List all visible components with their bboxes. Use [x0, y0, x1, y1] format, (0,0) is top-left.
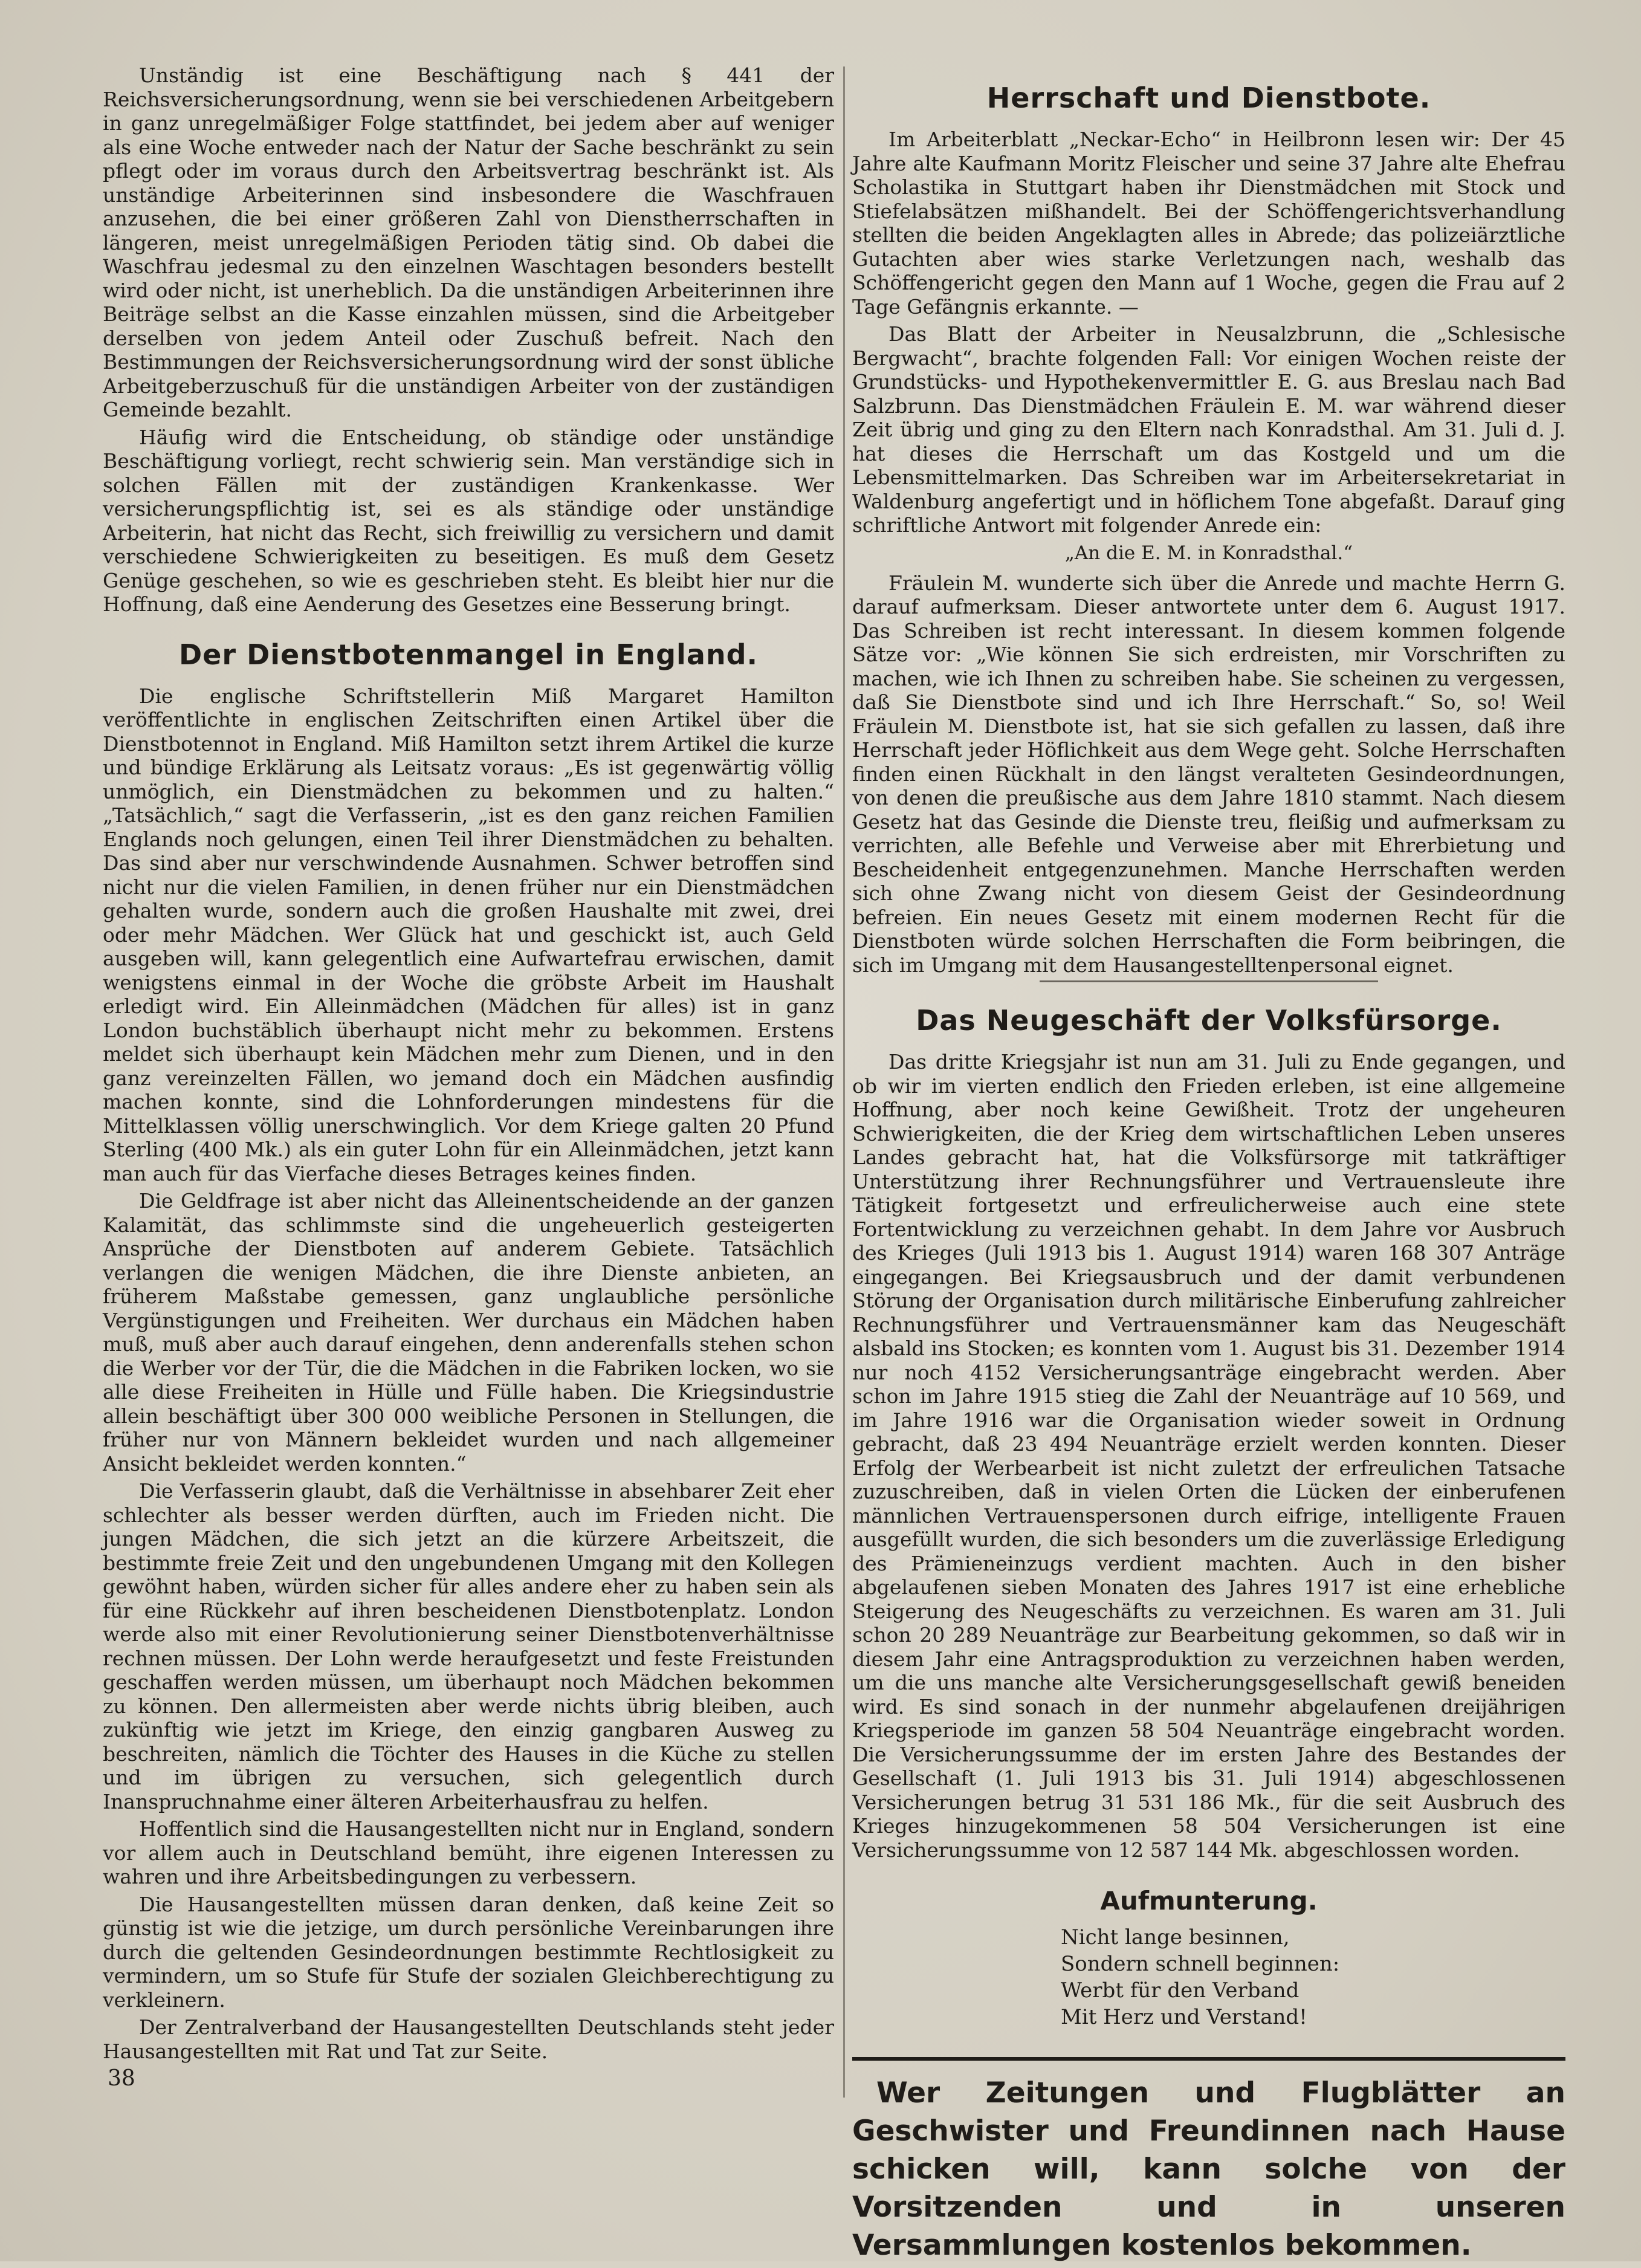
poem-line: Sondern schnell beginnen: [1061, 1952, 1340, 1976]
quoted-address: „An die E. M. in Konradsthal.“ [1064, 542, 1353, 564]
right-column [852, 82, 1565, 2268]
article-paragraph: Das Blatt der Arbeiter in Neusalzbrunn, die „Schlesische Bergwacht“, brachte folgenden Fall: Vor einigen Wochen reiste der Grundstücks- und Hypothekenvermittler E. G. aus Breslau nach Bad Salzbrunn. Das Dienstmädchen Fräulein E. M. war während dieser Zeit übrig und ging zu den Eltern nach Konradsthal. Am 31. Juli d. J. hat dieses die Herrschaft um das Kostgeld und um die Lebensmittelmarken. Das Schreiben war im Arbeitersekretariat in Waldenburg angefertigt und in höflichem Tone abgefaßt. Darauf ging schriftliche Antwort mit folgender Anrede ein: [852, 322, 1565, 537]
article-paragraph: Hoffentlich sind die Hausangestellten nicht nur in England, sondern vor allem auch in Deutschland bemüht, ihre eigenen Interessen zu wahren und ihre Arbeitsbedingungen zu verbessern. [103, 1817, 834, 1888]
poem-title: Aufmunterung. [1100, 1886, 1318, 1916]
article-paragraph: Die Verfasserin glaubt, daß die Verhältnisse in absehbarer Zeit eher schlechter als besser werden dürften, auch im Frieden nicht. Die jungen Mädchen, die sich jetzt an die kürzere Arbeitszeit, die bestimmte freie Zeit und den ungebundenen Umgang mit den Kollegen gewöhnt haben, würden sicher für alles andere eher zu haben sein als für eine Rückkehr auf ihren bescheidenen Dienstbotenplatz. London werde also mit einer Revolutionierung seiner Dienstbotenverhältnisse rechnen müssen. Der Lohn werde heraufgesetzt und feste Freistunden geschaffen werden müssen, um überhaupt noch Mädchen bekommen zu können. Den allermeisten aber werde nichts übrig bleiben, auch zukünftig wie jetzt im Kriege, den einzig gangbaren Ausweg zu beschreiten, nämlich die Töchter des Hauses in die Küche zu stellen und im übrigen zu versuchen, sich gelegentlich durch Inanspruchnahme einer älteren Arbeiterhausfrau zu helfen. [103, 1479, 834, 1813]
article-paragraph: Fräulein M. wunderte sich über die Anrede und machte Herrn G. darauf aufmerksam. Dieser antwortete unter dem 6. August 1917. Das Schreiben ist recht interessant. In diesem kommen folgende Sätze vor: „Wie können Sie sich erdreisten, mir Vorschriften zu machen, wie ich Ihnen zu schreiben habe. Sie scheinen zu vergessen, daß Sie Dienstbote sind und ich Ihre Herrschaft.“ So, so! Weil Fräulein M. Dienstbote ist, hat sie sich gefallen zu lassen, daß ihre Herrschaft jeder Höflichkeit aus dem Wege geht. Solche Herrschaften finden einen Rückhalt in den längst veralteten Gesindeordnungen, von denen die preußische aus dem Jahre 1810 stammt. Nach diesem Gesetz hat das Gesinde die Dienste treu, fleißig und aufmerksam zu verrichten, alle Befehle und Verweise aber mit Ehrerbietung und Bescheidenheit entgegenzunehmen. Manche Herrschaften werden sich ohne Zwang nicht von diesem Geist der Gesindeordnung befreien. Ein neues Gesetz mit einem modernen Recht für die Dienstboten würde solchen Herrschaften die Form beibringen, die sich im Umgang mit dem Hausangestelltenpersonal eignet. [852, 571, 1565, 977]
article-paragraph: Unständig ist eine Beschäftigung nach § 441 der Reichsversicherungsordnung, wenn sie bei verschiedenen Arbeitgebern in ganz unregelmäßiger Folge stattfindet, bei jedem aber auf weniger als eine Woche entweder nach der Natur der Sache beschränkt zu sein pflegt oder im voraus durch den Arbeitsvertrag beschränkt ist. Als unständige Arbeiterinnen sind insbesondere die Waschfrauen anzusehen, die bei einer größeren Zahl von Dienstherrschaften in längeren, meist unregelmäßigen Perioden tätig sind. Ob dabei die Waschfrau jedesmal zu den einzelnen Waschtagen besonders bestellt wird oder nicht, ist unerheblich. Da die unständigen Arbeiterinnen ihre Beiträge selbst an die Kasse einzahlen müssen, sind die Arbeitgeber derselben von jedem Anteil oder Zuschuß befreit. Nach den Bestimmungen der Reichsversicherungsordnung wird der sonst übliche Arbeitgeberzuschuß für die unständigen Arbeiter von der zuständigen Gemeinde bezahlt. [103, 63, 834, 421]
article-paragraph: Der Zentralverband der Hausangestellten Deutschlands steht jeder Hausangestellten mit Rat und Tat zur Seite. [103, 2015, 834, 2063]
article-paragraph: Das dritte Kriegsjahr ist nun am 31. Juli zu Ende gegangen, und ob wir im vierten endlich den Frieden erleben, ist eine allgemeine Hoffnung, aber noch keine Gewißheit. Trotz der ungeheuren Schwierigkeiten, die der Krieg dem wirtschaftlichen Leben unseres Landes gebracht hat, hat die Volksfürsorge mit tatkräftiger Unterstützung ihrer Rechnungsführer und Vertrauensleute ihre Tätigkeit fortgesetzt und erfreulicherweise auch eine stete Fortentwicklung zu verzeichnen gehabt. In dem Jahre vor Ausbruch des Krieges (Juli 1913 bis 1. August 1914) waren 168 307 Anträge eingegangen. Bei Kriegsausbruch und der damit verbundenen Störung der Organisation durch militärische Einberufung zahlreicher Rechnungsführer und Vertrauensmänner kam das Neugeschäft alsbald ins Stocken; es konnten vom 1. August bis 31. Dezember 1914 nur noch 4152 Versicherungsanträge eingebracht werden. Aber schon im Jahre 1915 stieg die Zahl der Neuanträge auf 10 569, und im Jahre 1916 war die Organisation wieder soweit in Ordnung gebracht, daß 23 494 Neuanträge erzielt werden konnten. Dieser Erfolg der Werbearbeit ist nicht zuletzt der erfreulichen Tatsache zuzuschreiben, daß in vielen Orten die Lücken der einberufenen männlichen Vertrauenspersonen durch eifrige, intelligente Frauen ausgefüllt wurden, die sich besonders um die zuverlässige Erledigung des Prämieneinzugs verdient machten. Auch in den bisher abgelaufenen sieben Monaten des Jahres 1917 ist eine erhebliche Steigerung des Neugeschäfts zu verzeichnen. Es waren am 31. Juli schon 20 289 Neuanträge zur Bearbeitung gekommen, so daß wir in diesem Jahr eine Antragsproduktion zu verzeichnen haben werden, um die uns manche alte Versicherungsgesellschaft gewiß beneiden wird. Es sind sonach in der nunmehr abgelaufenen dreijährigen Kriegsperiode im ganzen 58 504 Neuanträge eingebracht worden. Die Versicherungssumme der im ersten Jahre des Bestandes der Gesellschaft (1. Juli 1913 bis 31. Juli 1914) abgeschlossenen Versicherungen betrug 31 531 186 Mk., für die seit Ausbruch des Krieges hinzugekommenen 58 504 Versicherungen ist eine Versicherungssumme von 12 587 144 Mk. abgeschlossen worden. [852, 1050, 1565, 1862]
page-number: 38 [108, 2066, 135, 2091]
article-heading: Herrschaft und Dienstbote. [986, 82, 1431, 114]
notice-text: Wer Zeitungen und Flugblätter an Geschwister und Freundinnen nach Hause schicken will, kann solche von der Vorsitzenden und in unseren Versammlungen kostenlos bekommen. [852, 2076, 1565, 2262]
article-heading: Der Dienstbotenmangel in England. [178, 638, 759, 671]
left-column [103, 63, 834, 2067]
article-paragraph: Häufig wird die Entscheidung, ob ständige oder unständige Beschäftigung vorliegt, recht schwierig sein. Man verständige sich in solchen Fällen mit der zuständigen Krankenkasse. Wer versicherungspflichtig ist, sei es als ständige oder unständige Arbeiterin, hat nicht das Recht, sich freiwillig zu versichern und damit verschiedene Schwierigkeiten zu beseitigen. Es muß dem Gesetz Genüge geschehen, so wie es geschrieben steht. Es bleibt hier nur die Hoffnung, daß eine Aenderung des Gesetzes eine Besserung bringt. [103, 425, 834, 616]
poem [1061, 1924, 1565, 2030]
poem-line: Nicht lange besinnen, [1061, 1925, 1290, 1949]
article-paragraph: Die Geldfrage ist aber nicht das Alleinentscheidende an der ganzen Kalamität, das schlimmste sind die ungeheuerlich gesteigerten Ansprüche der Dienstboten auf anderem Gebiete. Tatsächlich verlangen die wenigen Mädchen, die ihre Dienste anbieten, an früherem Maßstabe gemessen, ganz unglaubliche persönliche Vergünstigungen und Freiheiten. Wer durchaus ein Mädchen haben muß, muß aber auch darauf eingehen, denn anderenfalls stehen schon die Werber vor der Tür, die die Mädchen in die Fabriken locken, wo sie alle diese Freiheiten in Hülle und Fülle haben. Die Kriegsindustrie allein beschäftigt über 300 000 weibliche Personen in Stellungen, die früher nur von Männern bekleidet wurden und nach allgemeiner Ansicht bekleidet werden konnten.“ [103, 1189, 834, 1476]
article-paragraph: Im Arbeiterblatt „Neckar-Echo“ in Heilbronn lesen wir: Der 45 Jahre alte Kaufmann Moritz Fleischer und seine 37 Jahre alte Ehefrau Scholastika in Stuttgart haben ihr Dienstmädchen mit Stock und Stiefelabsätzen mißhandelt. Bei der Schöffengerichtsverhandlung stellten die beiden Angeklagten alles in Abrede; das polizeiärztliche Gutachten aber wies starke Verletzungen nach, weshalb das Schöffengericht gegen den Mann auf 1 Woche, gegen die Frau auf 2 Tage Gefängnis erkannte. — [852, 128, 1565, 319]
column-divider [843, 66, 845, 2098]
poem-line: Werbt für den Verband [1061, 1978, 1300, 2003]
article-heading: Das Neugeschäft der Volksfürsorge. [916, 1004, 1502, 1037]
poem-line: Mit Herz und Verstand! [1061, 2005, 1307, 2029]
notice-box [852, 2057, 1565, 2264]
section-divider [1040, 980, 1378, 982]
article-paragraph: Die Hausangestellten müssen daran denken, daß keine Zeit so günstig ist wie die jetzige, um durch persönliche Vereinbarungen ihre durch die geltenden Gesindeordnungen bestimmte Rechtlosigkeit zu vermindern, um so Stufe für Stufe der sozialen Gleichberechtigung zu verkleinern. [103, 1892, 834, 2012]
article-paragraph: Die englische Schriftstellerin Miß Margaret Hamilton veröffentlichte in englischen Zeitschriften einen Artikel über die Dienstbotennot in England. Miß Hamilton setzt ihrem Artikel die kurze und bündige Erklärung als Leitsatz voraus: „Es ist gegenwärtig völlig unmöglich, ein Dienstmädchen zu bekommen und zu halten.“ „Tatsächlich,“ sagt die Verfasserin, „ist es den ganz reichen Familien Englands noch gelungen, einen Teil ihrer Dienstmädchen zu behalten. Das sind aber nur verschwindende Ausnahmen. Schwer betroffen sind nicht nur die vielen Familien, in denen früher nur ein Dienstmädchen gehalten wurde, sondern auch die großen Haushalte mit zwei, drei oder mehr Mädchen. Wer Glück hat und geschickt ist, auch Geld ausgeben will, kann gelegentlich eine Aufwartefrau erwischen, damit wenigstens einmal in der Woche die gröbste Arbeit im Haushalt erledigt wird. Ein Alleinmädchen (Mädchen für alles) ist in ganz London buchstäblich überhaupt nicht mehr zu bekommen. Erstens meldet sich überhaupt kein Mädchen mehr zum Dienen, und in den ganz vereinzelten Fällen, wo jemand doch ein Mädchen ausfindig machen konnte, sind die Lohnforderungen mindestens für die Mittelklassen völlig unerschwinglich. Vor dem Kriege galten 20 Pfund Sterling (400 Mk.) als ein guter Lohn für ein Alleinmädchen, jetzt kann man auch für das Vierfache dieses Betrages keines finden. [103, 684, 834, 1185]
